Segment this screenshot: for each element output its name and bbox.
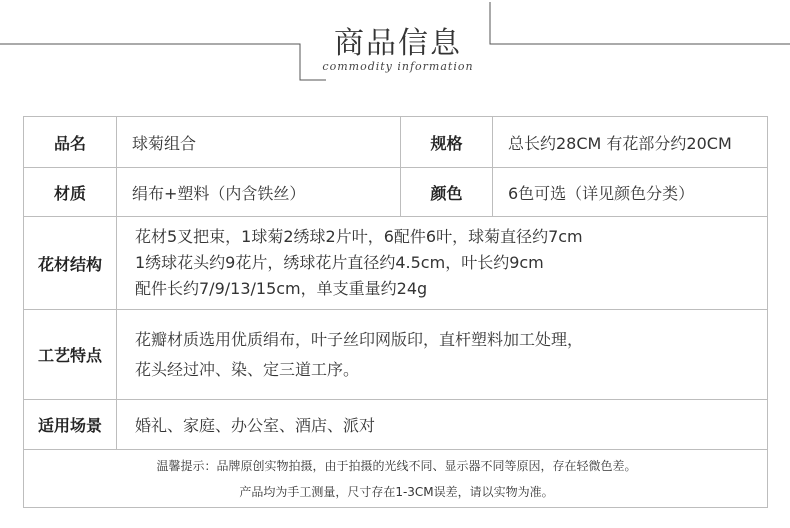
label-scene: 适用场景 — [24, 399, 116, 449]
note-line-2: 产品均为手工测量，尺寸存在1-3CM误差，请以实物为准。 — [239, 485, 554, 499]
product-info-table — [23, 116, 768, 508]
label-spec: 规格 — [400, 117, 492, 167]
label-craft: 工艺特点 — [24, 309, 116, 399]
value-spec: 总长约28CM 有花部分约20CM — [492, 117, 767, 167]
section-header — [0, 0, 790, 90]
value-structure — [116, 216, 767, 309]
value-craft — [116, 309, 767, 399]
label-color: 颜色 — [400, 167, 492, 216]
structure-line: 花材5叉把束，1球菊2绣球2片叶，6配件6叶，球菊直径约7cm — [135, 227, 583, 246]
craft-line: 花头经过冲、染、定三道工序。 — [135, 359, 360, 379]
structure-line: 1绣球花头约9花片，绣球花片直径约4.5cm，叶长约9cm — [135, 253, 544, 272]
value-material: 绢布+塑料（内含铁丝） — [116, 167, 400, 216]
label-name: 品名 — [53, 133, 86, 153]
label-material: 材质 — [24, 167, 116, 216]
note-line-1: 温馨提示：品牌原创实物拍摄，由于拍摄的光线不同、显示器不同等原因，存在轻微色差。 — [156, 459, 637, 473]
value-scene: 婚礼、家庭、办公室、酒店、派对 — [116, 399, 767, 449]
page-subtitle: commodity information — [322, 60, 474, 73]
craft-line: 花瓣材质选用优质绢布，叶子丝印网版印，直杆塑料加工处理， — [135, 329, 584, 349]
value-color: 6色可选（详见颜色分类） — [492, 167, 767, 216]
page-title: 商品信息 — [334, 26, 462, 61]
value-name: 球菊组合 — [116, 117, 400, 167]
structure-line: 配件长约7/9/13/15cm，单支重量约24g — [135, 279, 428, 298]
label-structure: 花材结构 — [24, 216, 116, 309]
